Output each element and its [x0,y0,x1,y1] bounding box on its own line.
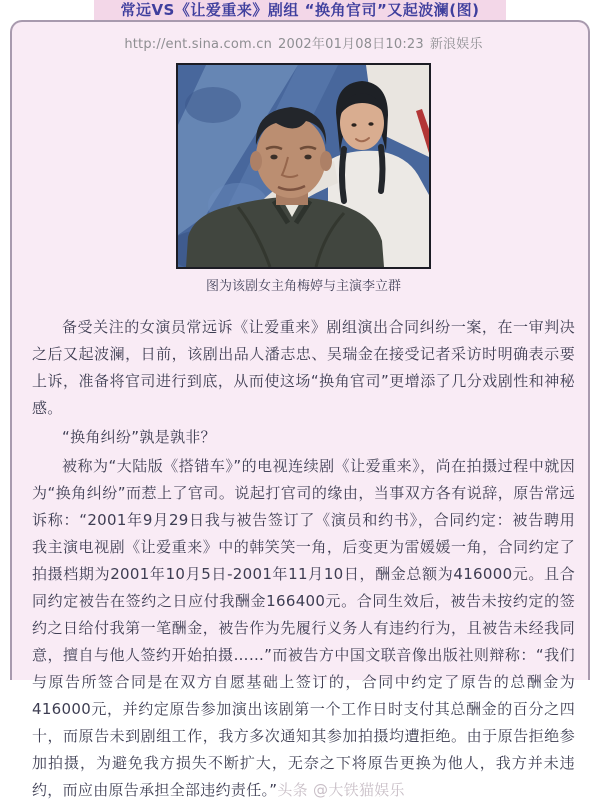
page-title: 常远VS《让爱重来》剧组 “换角官司”又起波澜(图) [94,0,505,20]
article-photo [176,63,431,269]
article-container [10,20,590,799]
source-name: 新浪娱乐 [429,37,483,52]
paragraph-subheading: “换角纠纷”孰是孰非？ [62,428,216,446]
article-body [32,314,575,804]
toutiao-watermark: 头条 @大铁猫娱乐 [277,781,405,799]
publish-datetime: 2002年01月08日10:23 [278,37,424,52]
paragraph-2-text: 被称为“大陆版《搭错车》”的电视连续剧《让爱重来》，尚在拍摄过程中就因为“换角纠纷”而惹上了官司。说起打官司的缘由，当事双方各有说辞，原告常远诉称：“2001年9月29日我与被告签订了《演员和约书》，合同约定：被告聘用我主演电视剧《让爱重来》中的韩笑笑一角，后变更为雷媛媛一角，合同约定了拍摄档期为2001年10月5日-2001年11月10日，酬金总额为416000元。且合同约定被告在签约之日应付我酬金166400元。合同生效后，被告未按约定的签约之日给付我第一笔酬金，被告作为先履行义务人有违约行为，且被告未经我同意，擅自与他人签约开始拍摄……”而被告方中国文联音像出版社则辩称：“我们与原告所签合同是在双方自愿基础上签订的，合同中约定了原告的总酬金为416000元，并约定原告参加演出该剧第一个工作日时支付其总酬金的百分之四十，而原告未到剧组工作，我方多次通知其参加拍摄均遭拒绝。由于原告拒绝参加拍摄，为避免我方损失不断扩大，无奈之下将原告更换为他人，我方并未违约，而应由原告承担全部违约责任。” [32,457,575,799]
source-line [32,22,575,52]
photo-block [32,63,575,294]
article-title-bar [0,0,600,20]
photo-caption: 图为该剧女主角梅婷与主演李立群 [205,279,401,294]
photo-illustration [178,65,429,267]
paragraph-1: 备受关注的女演员常远诉《让爱重来》剧组演出合同纠纷一案，在一审判决之后又起波澜，日前，该剧出品人潘志忠、吴瑞金在接受记者采访时明确表示要上诉，准备将官司进行到底，从而使这场“换角官司”更增添了几分戏剧性和神秘感。 [32,318,575,417]
paragraph-2 [32,453,575,804]
source-url: http://ent.sina.com.cn [124,37,273,52]
